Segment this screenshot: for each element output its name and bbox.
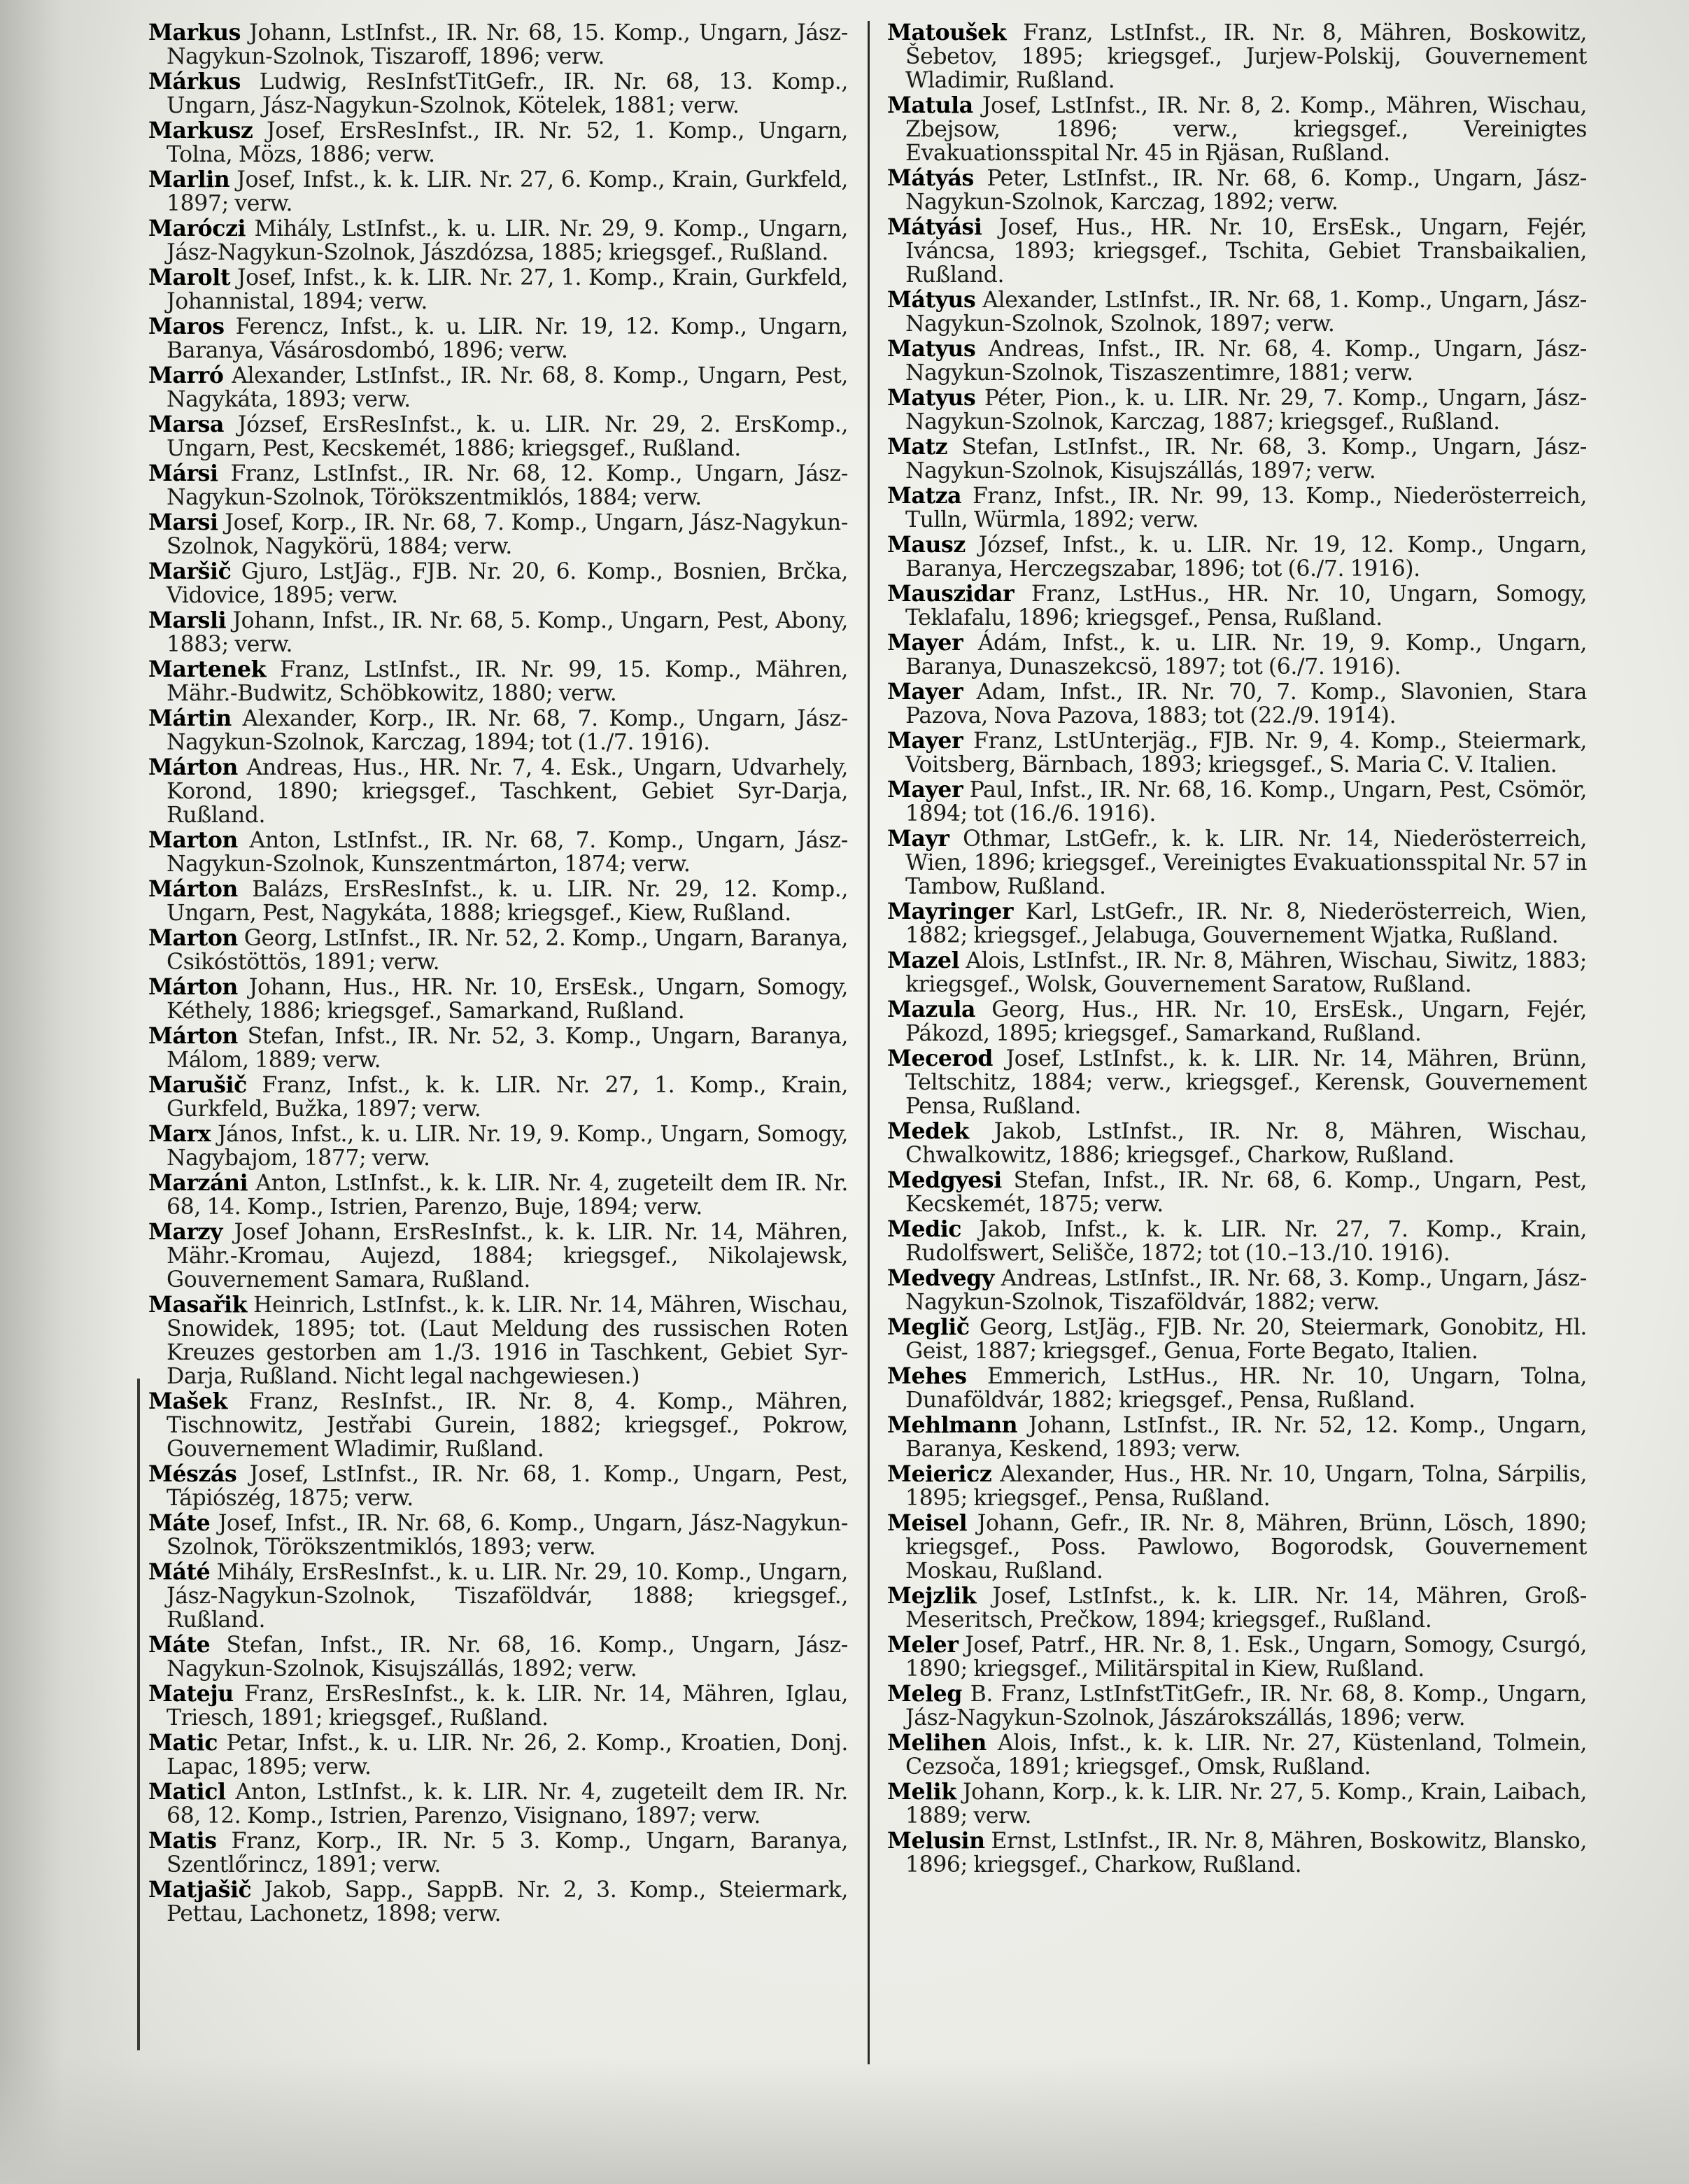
entry bbox=[148, 462, 848, 509]
entry-details: Johann, LstInfst., IR. Nr. 52, 12. Komp., Ungarn, Baranya, Keskend, 1893; verw. bbox=[905, 1413, 1587, 1462]
entry bbox=[148, 217, 848, 265]
entry-details: Alexander, LstInfst., IR. Nr. 68, 8. Komp., Ungarn, Pest, Nagykáta, 1893; verw. bbox=[167, 363, 848, 412]
entry bbox=[148, 168, 848, 216]
entry bbox=[148, 119, 848, 167]
entry bbox=[148, 1171, 848, 1219]
entry bbox=[148, 1731, 848, 1779]
entry bbox=[887, 288, 1587, 336]
entry bbox=[887, 1633, 1587, 1681]
entry-surname: Mehes bbox=[887, 1363, 967, 1389]
entry-surname: Mateju bbox=[148, 1681, 234, 1707]
entry-details: Franz, Infst., IR. Nr. 99, 13. Komp., Niederösterreich, Tulln, Würmla, 1892; verw. bbox=[905, 484, 1587, 533]
entry bbox=[887, 1365, 1587, 1412]
entry-details: Anton, LstInfst., IR. Nr. 68, 7. Komp., Ungarn, Jász-Nagykun-Szolnok, Kunszentmárton, 1874; verw. bbox=[167, 828, 848, 877]
entry-details: Andreas, Hus., HR. Nr. 7, 4. Esk., Ungarn, Udvarhely, Korond, 1890; kriegsgef., Taschkent, Gebiet Syr-Darja, Rußland. bbox=[167, 755, 848, 828]
entry-details: Franz, ErsResInfst., k. k. LIR. Nr. 14, Mähren, Iglau, Triesch, 1891; kriegsgef., Rußland. bbox=[167, 1682, 848, 1731]
entry bbox=[887, 729, 1587, 777]
entry-details: Jakob, Infst., k. k. LIR. Nr. 27, 7. Komp., Krain, Rudolfswert, Selišče, 1872; tot (10.–13./10. 1916). bbox=[905, 1217, 1587, 1266]
entry bbox=[148, 1220, 848, 1292]
entry bbox=[887, 582, 1587, 630]
right-column bbox=[887, 21, 1587, 1878]
entry-surname: Matyus bbox=[887, 385, 976, 411]
entry-surname: Matis bbox=[148, 1828, 217, 1854]
entry-surname: Matza bbox=[887, 483, 962, 509]
entry-surname: Márkus bbox=[148, 69, 241, 94]
entry-surname: Mayer bbox=[887, 728, 963, 754]
entry-surname: Máte bbox=[148, 1510, 211, 1536]
entry-surname: Mátyási bbox=[887, 214, 982, 240]
entry-details: Ádám, Infst., k. u. LIR. Nr. 19, 9. Komp., Ungarn, Baranya, Dunaszekcsö, 1897; tot (6./7. 1916). bbox=[905, 630, 1587, 679]
entry-details: Josef, Hus., HR. Nr. 10, ErsEsk., Ungarn, Fejér, Iváncsa, 1893; kriegsgef., Tschita, Gebiet Transbaikalien, Rußland. bbox=[905, 215, 1587, 288]
entry bbox=[148, 927, 848, 974]
entry-surname: Martenek bbox=[148, 656, 267, 682]
entry-details: Stefan, LstInfst., IR. Nr. 68, 3. Komp., Ungarn, Jász-Nagykun-Szolnok, Kisujszállás, 1897; verw. bbox=[905, 435, 1587, 484]
margin-rule bbox=[137, 1379, 140, 2050]
entry bbox=[887, 827, 1587, 899]
page-edge-shadow bbox=[0, 0, 140, 2184]
entry-details: Andreas, Infst., IR. Nr. 68, 4. Komp., Ungarn, Jász-Nagykun-Szolnok, Tiszaszentimre, 1881; verw. bbox=[905, 337, 1587, 386]
entry-surname: Mátyus bbox=[887, 287, 976, 313]
entry-details: Franz, LstUnterjäg., FJB. Nr. 9, 4. Komp., Steiermark, Voitsberg, Bärnbach, 1893; kriegsgef., S. Maria C. V. Italien. bbox=[905, 728, 1587, 777]
entry bbox=[148, 1293, 848, 1388]
entry bbox=[148, 707, 848, 754]
entry bbox=[148, 70, 848, 118]
page-bottom-shadow bbox=[0, 2058, 1689, 2184]
entry bbox=[887, 337, 1587, 385]
entry-details: Johann, Gefr., IR. Nr. 8, Mähren, Brünn, Lösch, 1890; kriegsgef., Poss. Pawlowo, Bogorodsk, Gouvernement Moskau, Rußland. bbox=[905, 1511, 1587, 1584]
entry bbox=[148, 1390, 848, 1461]
entry-surname: Marsi bbox=[148, 509, 218, 535]
entry bbox=[148, 1512, 848, 1559]
entry-surname: Mazel bbox=[887, 947, 960, 973]
entry-details: Josef Johann, ErsResInfst., k. k. LIR. Nr. 14, Mähren, Mähr.-Kromau, Aujezd, 1884; kriegsgef., Nikolajewsk, Gouvernement Samara, Rußland. bbox=[167, 1220, 848, 1292]
entry-details: Josef, LstInfst., k. k. LIR. Nr. 14, Mähren, Brünn, Teltschitz, 1884; verw., kriegsgef., Kerensk, Gouvernement Pensa, Rußland. bbox=[905, 1046, 1587, 1119]
entry-details: Josef, Patrf., HR. Nr. 8, 1. Esk., Ungarn, Somogy, Csurgó, 1890; kriegsgef., Militärspital in Kiew, Rußland. bbox=[905, 1633, 1587, 1682]
entry-surname: Melihen bbox=[887, 1730, 987, 1756]
entry bbox=[148, 1024, 848, 1072]
entry-details: Péter, Pion., k. u. LIR. Nr. 29, 7. Komp., Ungarn, Jász-Nagykun-Szolnok, Karczag, 1887; kriegsgef., Rußland. bbox=[905, 386, 1587, 435]
entry bbox=[148, 511, 848, 558]
entry-surname: Mayr bbox=[887, 826, 949, 852]
entry bbox=[148, 878, 848, 925]
entry bbox=[887, 167, 1587, 214]
entry bbox=[148, 609, 848, 656]
entry bbox=[887, 900, 1587, 947]
entry-surname: Marsli bbox=[148, 607, 227, 633]
entry-details: Josef, ErsResInfst., IR. Nr. 52, 1. Komp., Ungarn, Tolna, Mözs, 1886; verw. bbox=[167, 118, 848, 167]
entry-details: Paul, Infst., IR. Nr. 68, 16. Komp., Ungarn, Pest, Csömör, 1894; tot (16./6. 1916). bbox=[905, 777, 1587, 826]
entry-surname: Mauszidar bbox=[887, 581, 1015, 607]
entry-surname: Marušič bbox=[148, 1072, 247, 1098]
entry bbox=[148, 1878, 848, 1926]
entry bbox=[887, 386, 1587, 434]
entry bbox=[887, 1731, 1587, 1779]
entry-details: Franz, Infst., k. k. LIR. Nr. 27, 1. Komp., Krain, Gurkfeld, Bužka, 1897; verw. bbox=[167, 1073, 848, 1122]
entry-surname: Mayer bbox=[887, 777, 963, 803]
entry-details: Ernst, LstInfst., IR. Nr. 8, Mähren, Boskowitz, Blansko, 1896; kriegsgef., Charkow, Rußland. bbox=[905, 1829, 1587, 1877]
entry-details: Josef, Infst., IR. Nr. 68, 6. Komp., Ungarn, Jász-Nagykun-Szolnok, Törökszentmiklós, 1893; verw. bbox=[167, 1511, 848, 1560]
entry-surname: Marzy bbox=[148, 1219, 223, 1245]
entry-details: Alexander, Korp., IR. Nr. 68, 7. Komp., Ungarn, Jász-Nagykun-Szolnok, Karczag, 1894; tot (1./7. 1916). bbox=[167, 706, 848, 755]
entry-details: Alexander, Hus., HR. Nr. 10, Ungarn, Tolna, Sárpilis, 1895; kriegsgef., Pensa, Rußland. bbox=[905, 1462, 1587, 1511]
entry-surname: Marx bbox=[148, 1121, 211, 1147]
entry bbox=[887, 949, 1587, 996]
entry-surname: Marsa bbox=[148, 411, 225, 437]
entry bbox=[887, 1682, 1587, 1730]
entry-details: Stefan, Infst., IR. Nr. 68, 16. Komp., Ungarn, Jász-Nagykun-Szolnok, Kisujszállás, 1892; verw. bbox=[167, 1633, 849, 1682]
entry-surname: Meiericz bbox=[887, 1461, 992, 1487]
entry-surname: Marolt bbox=[148, 265, 231, 290]
entry-surname: Meglič bbox=[887, 1314, 970, 1340]
entry-surname: Maróczi bbox=[148, 216, 246, 241]
entry-surname: Medic bbox=[887, 1216, 962, 1242]
entry-details: Josef, LstInfst., k. k. LIR. Nr. 14, Mähren, Groß-Meseritsch, Prečkow, 1894; kriegsgef., Rußland. bbox=[905, 1584, 1587, 1633]
entry-surname: Mártin bbox=[148, 705, 232, 731]
entry-details: Johann, LstInfst., IR. Nr. 68, 15. Komp., Ungarn, Jász-Nagykun-Szolnok, Tiszaroff, 1896; verw. bbox=[167, 20, 848, 69]
column-divider bbox=[868, 21, 870, 2064]
entry-surname: Matz bbox=[887, 434, 948, 460]
entry bbox=[148, 1829, 848, 1877]
entry-surname: Matic bbox=[148, 1730, 218, 1756]
entry-surname: Mejzlik bbox=[887, 1583, 977, 1609]
entry bbox=[887, 1169, 1587, 1216]
entry bbox=[887, 1829, 1587, 1877]
entry bbox=[148, 266, 848, 313]
entry-surname: Mašek bbox=[148, 1388, 227, 1414]
entry-surname: Markusz bbox=[148, 118, 253, 143]
entry-details: Andreas, LstInfst., IR. Nr. 68, 3. Komp., Ungarn, Jász-Nagykun-Szolnok, Tiszaföldvár, 1882; verw. bbox=[905, 1266, 1587, 1315]
entry bbox=[887, 435, 1587, 483]
entry bbox=[887, 1120, 1587, 1167]
entry-details: Gjuro, LstJäg., FJB. Nr. 20, 6. Komp., Bosnien, Brčka, Vidovice, 1895; verw. bbox=[167, 559, 848, 608]
entry-details: B. Franz, LstInfstTitGefr., IR. Nr. 68, 8. Komp., Ungarn, Jász-Nagykun-Szolnok, Jászárokszállás, 1896; verw. bbox=[905, 1682, 1587, 1731]
entry-surname: Medek bbox=[887, 1118, 969, 1144]
entry-surname: Matula bbox=[887, 92, 973, 118]
entry-surname: Mészás bbox=[148, 1461, 237, 1487]
entry-surname: Marton bbox=[148, 925, 238, 951]
entry-surname: Markus bbox=[148, 20, 241, 45]
entry bbox=[887, 1512, 1587, 1583]
entry bbox=[887, 1316, 1587, 1363]
entry-details: Anton, LstInfst., k. k. LIR. Nr. 4, zugeteilt dem IR. Nr. 68, 14. Komp., Istrien, Parenzo, Buje, 1894; verw. bbox=[167, 1171, 848, 1220]
entry bbox=[887, 94, 1587, 165]
entry-details: Ferencz, Infst., k. u. LIR. Nr. 19, 12. Komp., Ungarn, Baranya, Vásárosdombó, 1896; verw. bbox=[167, 314, 848, 363]
entry bbox=[887, 1780, 1587, 1828]
entry-details: Alois, LstInfst., IR. Nr. 8, Mähren, Wischau, Siwitz, 1883; kriegsgef., Wolsk, Gouvernement Saratow, Rußland. bbox=[905, 948, 1587, 997]
entry bbox=[887, 680, 1587, 728]
entry bbox=[148, 1073, 848, 1121]
entry bbox=[148, 1682, 848, 1730]
entry-surname: Melusin bbox=[887, 1828, 985, 1854]
entry-details: Alexander, LstInfst., IR. Nr. 68, 1. Komp., Ungarn, Jász-Nagykun-Szolnok, Szolnok, 1897; verw. bbox=[905, 288, 1587, 337]
entry-details: Jakob, Sapp., SappB. Nr. 2, 3. Komp., Steiermark, Pettau, Lachonetz, 1898; verw. bbox=[167, 1877, 848, 1926]
entry-details: Franz, LstHus., HR. Nr. 10, Ungarn, Somogy, Teklafalu, 1896; kriegsgef., Pensa, Rußland. bbox=[905, 582, 1587, 630]
entry-details: Georg, LstInfst., IR. Nr. 52, 2. Komp., Ungarn, Baranya, Csikóstöttös, 1891; verw. bbox=[167, 926, 848, 975]
entry-surname: Mehlmann bbox=[887, 1412, 1018, 1438]
entry-details: Johann, Korp., k. k. LIR. Nr. 27, 5. Komp., Krain, Laibach, 1889; verw. bbox=[905, 1780, 1587, 1829]
entry bbox=[887, 216, 1587, 287]
entry-details: Emmerich, LstHus., HR. Nr. 10, Ungarn, Tolna, Dunaföldvár, 1882; kriegsgef., Pensa, Rußland. bbox=[905, 1364, 1587, 1413]
entry-surname: Maros bbox=[148, 313, 225, 339]
entry-surname: Meisel bbox=[887, 1510, 968, 1536]
entry-surname: Mazula bbox=[887, 996, 976, 1022]
entry-surname: Matyus bbox=[887, 336, 976, 362]
entry bbox=[148, 560, 848, 607]
entry-details: Othmar, LstGefr., k. k. LIR. Nr. 14, Niederösterreich, Wien, 1896; kriegsgef., Vereinigtes Evakuationsspital Nr. 57 in Tambow, Rußland. bbox=[905, 826, 1587, 899]
entry bbox=[148, 364, 848, 411]
entry bbox=[148, 658, 848, 705]
entry-details: János, Infst., k. u. LIR. Nr. 19, 9. Komp., Ungarn, Somogy, Nagybajom, 1877; verw. bbox=[167, 1122, 848, 1171]
entry-details: Balázs, ErsResInfst., k. u. LIR. Nr. 29, 12. Komp., Ungarn, Pest, Nagykáta, 1888; kriegsgef., Kiew, Rußland. bbox=[167, 877, 848, 926]
entry bbox=[887, 778, 1587, 826]
entry-surname: Melik bbox=[887, 1779, 956, 1805]
entry bbox=[148, 829, 848, 876]
entry bbox=[887, 1584, 1587, 1632]
entry bbox=[887, 631, 1587, 679]
entry-surname: Maticl bbox=[148, 1779, 226, 1805]
entry-details: Franz, Korp., IR. Nr. 5 3. Komp., Ungarn, Baranya, Szentlőrincz, 1891; verw. bbox=[167, 1829, 848, 1877]
left-column bbox=[148, 21, 848, 1927]
entry bbox=[148, 756, 848, 827]
entry-details: Mihály, ErsResInfst., k. u. LIR. Nr. 29, 10. Komp., Ungarn, Jász-Nagykun-Szolnok, Tiszaföldvár, 1888; kriegsgef., Rußland. bbox=[167, 1560, 848, 1633]
entry-surname: Mayringer bbox=[887, 899, 1014, 924]
entry-details: Karl, LstGefr., IR. Nr. 8, Niederösterreich, Wien, 1882; kriegsgef., Jelabuga, Gouvernement Wjatka, Rußland. bbox=[905, 899, 1587, 948]
entry-details: Josef, Korp., IR. Nr. 68, 7. Komp., Ungarn, Jász-Nagykun-Szolnok, Nagykörü, 1884; verw. bbox=[167, 510, 848, 559]
entry-surname: Matoušek bbox=[887, 20, 1007, 45]
entry-details: Peter, LstInfst., IR. Nr. 68, 6. Komp., Ungarn, Jász-Nagykun-Szolnok, Karczag, 1892; verw. bbox=[905, 166, 1587, 215]
entry-details: Heinrich, LstInfst., k. k. LIR. Nr. 14, Mähren, Wischau, Snowidek, 1895; tot. (Laut Meldung des russischen Roten Kreuzes gestorben am 1./3. 1916 in Taschkent, Gebiet Syr-Darja, Rußland. Nicht legal nachgewiesen.) bbox=[167, 1292, 848, 1389]
entry-surname: Medvegy bbox=[887, 1265, 994, 1291]
entry bbox=[887, 1047, 1587, 1118]
entry-details: Stefan, Infst., IR. Nr. 52, 3. Komp., Ungarn, Baranya, Málom, 1889; verw. bbox=[167, 1024, 848, 1073]
entry-surname: Marton bbox=[148, 827, 238, 853]
entry-details: Georg, LstJäg., FJB. Nr. 20, Steiermark, Gonobitz, Hl. Geist, 1887; kriegsgef., Genua, Forte Begato, Italien. bbox=[905, 1315, 1587, 1364]
entry-surname: Medgyesi bbox=[887, 1167, 1002, 1193]
entry-details: Josef, Infst., k. k. LIR. Nr. 27, 6. Komp., Krain, Gurkfeld, 1897; verw. bbox=[167, 167, 848, 216]
entry-details: Stefan, Infst., IR. Nr. 68, 6. Komp., Ungarn, Pest, Kecskemét, 1875; verw. bbox=[905, 1168, 1587, 1217]
entry-surname: Meleg bbox=[887, 1681, 962, 1707]
entry-surname: Mátyás bbox=[887, 165, 974, 191]
entry bbox=[148, 413, 848, 460]
entry bbox=[148, 1122, 848, 1170]
entry-details: Jakob, LstInfst., IR. Nr. 8, Mähren, Wischau, Chwalkowitz, 1886; kriegsgef., Charkow, Rußland. bbox=[905, 1119, 1587, 1168]
entry-surname: Márton bbox=[148, 974, 238, 1000]
entry-surname: Meler bbox=[887, 1632, 959, 1658]
entry-details: Johann, Infst., IR. Nr. 68, 5. Komp., Ungarn, Pest, Abony, 1883; verw. bbox=[167, 608, 848, 657]
entry bbox=[148, 1780, 848, 1828]
entry-surname: Marlin bbox=[148, 167, 230, 192]
entry bbox=[887, 533, 1587, 581]
entry-surname: Masařik bbox=[148, 1292, 248, 1318]
entry bbox=[887, 1463, 1587, 1510]
entry bbox=[887, 484, 1587, 532]
entry-surname: Mársi bbox=[148, 460, 218, 486]
entry-surname: Máte bbox=[148, 1632, 211, 1658]
entry-surname: Márton bbox=[148, 754, 238, 780]
entry-details: József, Infst., k. u. LIR. Nr. 19, 12. Komp., Ungarn, Baranya, Herczegszabar, 1896; tot (6./7. 1916). bbox=[905, 533, 1587, 582]
entry-surname: Mayer bbox=[887, 679, 963, 705]
entry-details: Franz, LstInfst., IR. Nr. 68, 12. Komp., Ungarn, Jász-Nagykun-Szolnok, Törökszentmiklós, 1884; verw. bbox=[167, 461, 848, 510]
entry-details: Alois, Infst., k. k. LIR. Nr. 27, Küstenland, Tolmein, Cezsoča, 1891; kriegsgef., Omsk, Rußland. bbox=[905, 1731, 1587, 1780]
entry bbox=[887, 998, 1587, 1045]
entry-details: József, ErsResInfst., k. u. LIR. Nr. 29, 2. ErsKomp., Ungarn, Pest, Kecskemét, 1886; kriegsgef., Rußland. bbox=[167, 412, 848, 461]
entry-details: Franz, ResInfst., IR. Nr. 8, 4. Komp., Mähren, Tischnowitz, Jestřabi Gurein, 1882; kriegsgef., Pokrow, Gouvernement Wladimir, Rußland. bbox=[167, 1389, 848, 1462]
entry-surname: Mayer bbox=[887, 630, 963, 656]
entry-surname: Márton bbox=[148, 876, 238, 902]
entry bbox=[887, 21, 1587, 92]
entry bbox=[148, 21, 848, 69]
entry-details: Franz, LstInfst., IR. Nr. 99, 15. Komp., Mähren, Mähr.-Budwitz, Schöbkowitz, 1880; verw. bbox=[167, 657, 848, 706]
entry-details: Adam, Infst., IR. Nr. 70, 7. Komp., Slavonien, Stara Pazova, Nova Pazova, 1883; tot (22./9. 1914). bbox=[905, 679, 1587, 728]
entry-surname: Mecerod bbox=[887, 1045, 993, 1071]
entry bbox=[148, 1633, 848, 1681]
entry-surname: Márton bbox=[148, 1023, 238, 1049]
entry bbox=[887, 1267, 1587, 1314]
entry-surname: Maršič bbox=[148, 558, 232, 584]
entry bbox=[148, 315, 848, 362]
entry-details: Mihály, LstInfst., k. u. LIR. Nr. 29, 9. Komp., Ungarn, Jász-Nagykun-Szolnok, Jászdózsa, 1885; kriegsgef., Rußland. bbox=[167, 216, 848, 265]
entry-details: Josef, Infst., k. k. LIR. Nr. 27, 1. Komp., Krain, Gurkfeld, Johannistal, 1894; verw. bbox=[167, 265, 848, 314]
entry-details: Anton, LstInfst., k. k. LIR. Nr. 4, zugeteilt dem IR. Nr. 68, 12. Komp., Istrien, Parenzo, Visignano, 1897; verw. bbox=[167, 1780, 848, 1829]
entry-details: Josef, LstInfst., IR. Nr. 8, 2. Komp., Mähren, Wischau, Zbejsow, 1896; verw., kriegsgef., Vereinigtes Evakuationsspital Nr. 45 in Rjäsan, Rußland. bbox=[905, 93, 1587, 166]
entry-surname: Matjašič bbox=[148, 1877, 252, 1903]
entry-details: Josef, LstInfst., IR. Nr. 68, 1. Komp., Ungarn, Pest, Tápiószég, 1875; verw. bbox=[167, 1462, 848, 1511]
entry bbox=[887, 1414, 1587, 1461]
entry-surname: Marró bbox=[148, 362, 224, 388]
entry bbox=[148, 1560, 848, 1632]
entry bbox=[887, 1218, 1587, 1265]
entry-details: Johann, Hus., HR. Nr. 10, ErsEsk., Ungarn, Somogy, Kéthely, 1886; kriegsgef., Samarkand, Rußland. bbox=[167, 975, 848, 1024]
entry-details: Franz, LstInfst., IR. Nr. 8, Mähren, Boskowitz, Šebetov, 1895; kriegsgef., Jurjew-Polskij, Gouvernement Wladimir, Rußland. bbox=[905, 20, 1587, 93]
entry-details: Petar, Infst., k. u. LIR. Nr. 26, 2. Komp., Kroatien, Donj. Lapac, 1895; verw. bbox=[167, 1731, 848, 1780]
entry-surname: Mausz bbox=[887, 532, 966, 558]
entry-details: Georg, Hus., HR. Nr. 10, ErsEsk., Ungarn, Fejér, Pákozd, 1895; kriegsgef., Samarkand, Rußland. bbox=[905, 997, 1587, 1046]
entry bbox=[148, 975, 848, 1023]
entry bbox=[148, 1463, 848, 1510]
entry-surname: Máté bbox=[148, 1559, 211, 1585]
entry-surname: Marzáni bbox=[148, 1170, 248, 1196]
entry-details: Ludwig, ResInfstTitGefr., IR. Nr. 68, 13. Komp., Ungarn, Jász-Nagykun-Szolnok, Kötelek, 1881; verw. bbox=[167, 69, 848, 118]
